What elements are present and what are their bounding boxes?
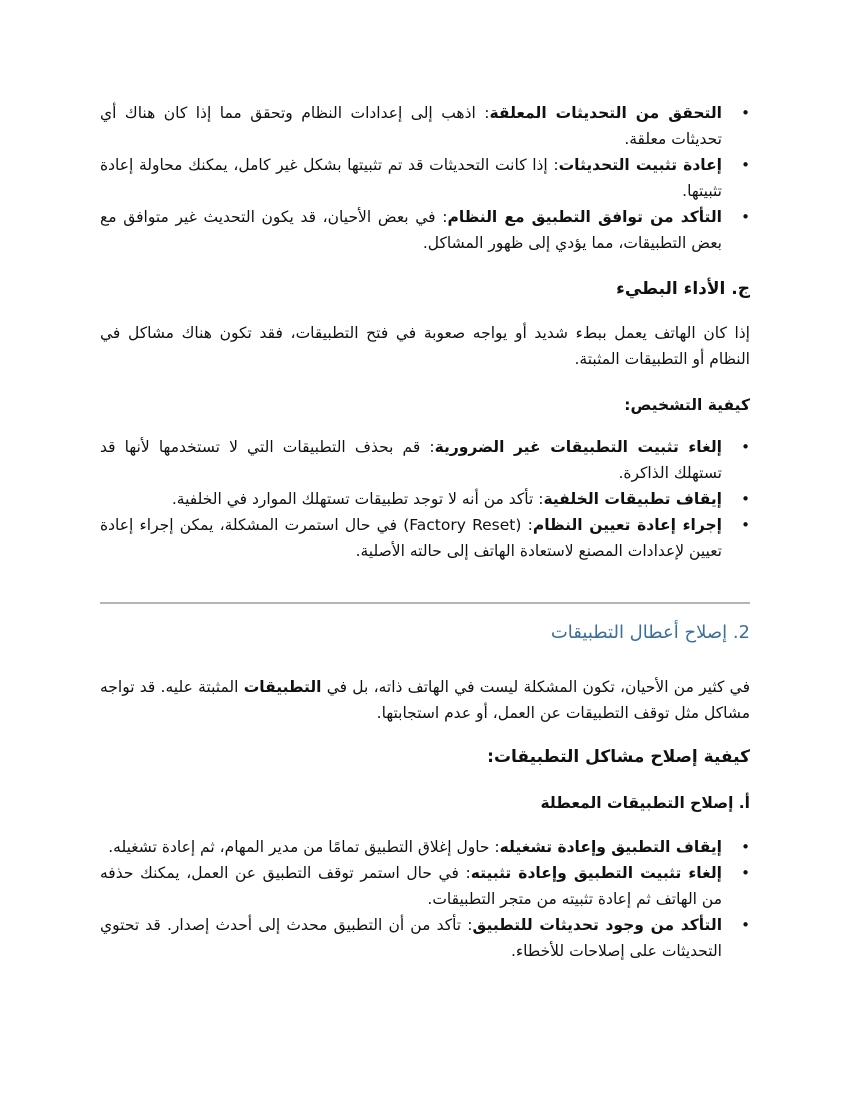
list-item-text: : تأكد من أن التطبيق محدث إلى أحدث إصدار. قد تحتوي التحديثات على إصلاحات للأخطاء. bbox=[100, 916, 722, 960]
list-item-bold: إعادة تثبيت التحديثات bbox=[558, 156, 722, 174]
bullet-icon: • bbox=[741, 490, 750, 508]
list-item bbox=[100, 912, 750, 964]
list-item bbox=[100, 486, 750, 512]
bullet-icon: • bbox=[741, 838, 750, 856]
list-item-bold: إلغاء تثبيت التطبيقات غير الضرورية bbox=[434, 438, 722, 456]
section-heading-app-fixes: 2. إصلاح أعطال التطبيقات bbox=[550, 622, 750, 643]
diagnosis-heading: كيفية التشخيص: bbox=[624, 396, 750, 414]
list-item-text: : (Factory Reset) في حال استمرت المشكلة، يمكن إجراء إعادة تعيين لإعدادات المصنع لاستعادة الهاتف إلى حالته الأصلية. bbox=[100, 516, 722, 560]
list-item-bold: إيقاف تطبيقات الخلفية bbox=[543, 490, 722, 508]
list-item-text: : في حال استمر توقف التطبيق عن العمل، يمكنك حذفه من الهاتف ثم إعادة تثبيته من متجر التطبيقات. bbox=[100, 864, 722, 908]
list-item-bold: إيقاف التطبيق وإعادة تشغيله bbox=[499, 838, 722, 856]
list-item-bold: إجراء إعادة تعيين النظام bbox=[532, 516, 722, 534]
list-item-bold: التأكد من وجود تحديثات للتطبيق bbox=[472, 916, 723, 934]
list-item-text: : في بعض الأحيان، قد يكون التحديث غير متوافق مع بعض التطبيقات، مما يؤدي إلى ظهور المشاكل. bbox=[100, 208, 722, 252]
list-item-bold: التأكد من توافق التطبيق مع النظام bbox=[447, 208, 722, 226]
bullet-list-updates bbox=[100, 100, 750, 256]
paragraph-bold-word: التطبيقات bbox=[243, 678, 322, 696]
paragraph-text-start: في كثير من الأحيان، تكون المشكلة ليست في الهاتف ذاته، بل في bbox=[321, 678, 750, 696]
bullet-icon: • bbox=[741, 104, 750, 122]
list-item-text: : إذا كانت التحديثات قد تم تثبيتها بشكل غير كامل، يمكنك محاولة إعادة تثبيتها. bbox=[100, 156, 722, 200]
bullet-icon: • bbox=[741, 208, 750, 226]
section-divider bbox=[100, 602, 750, 604]
list-item bbox=[100, 512, 750, 564]
section-heading-slow-performance: ج. الأداء البطيء bbox=[616, 279, 750, 299]
list-item-text: : تأكد من أنه لا توجد تطبيقات تستهلك الموارد في الخلفية. bbox=[171, 490, 544, 508]
list-item bbox=[100, 152, 750, 204]
bullet-icon: • bbox=[741, 916, 750, 934]
list-item-text: : قم بحذف التطبيقات التي لا تستخدمها لأنها قد تستهلك الذاكرة. bbox=[100, 438, 722, 482]
bullet-icon: • bbox=[741, 156, 750, 174]
list-item bbox=[100, 204, 750, 256]
section-paragraph-app-fixes bbox=[100, 674, 750, 726]
list-item-bold: التحقق من التحديثات المعلقة bbox=[489, 104, 722, 122]
bullet-icon: • bbox=[741, 516, 750, 534]
list-item bbox=[100, 434, 750, 486]
bullet-icon: • bbox=[741, 864, 750, 882]
list-item bbox=[100, 860, 750, 912]
list-item-text: : حاول إغلاق التطبيق تمامًا من مدير المهام، ثم إعادة تشغيله. bbox=[108, 838, 500, 856]
section-paragraph-slow-performance: إذا كان الهاتف يعمل ببطء شديد أو يواجه صعوبة في فتح التطبيقات، فقد تكون هناك مشاكل في النظام أو التطبيقات المثبتة. bbox=[100, 324, 750, 368]
list-item bbox=[100, 834, 750, 860]
bullet-icon: • bbox=[741, 438, 750, 456]
list-item bbox=[100, 100, 750, 152]
how-to-fix-heading: كيفية إصلاح مشاكل التطبيقات: bbox=[487, 747, 750, 767]
broken-apps-heading: أ. إصلاح التطبيقات المعطلة bbox=[540, 794, 750, 812]
list-item-bold: إلغاء تثبيت التطبيق وإعادة تثبيته bbox=[470, 864, 722, 882]
paragraph-text-end: المثبتة عليه. قد تواجه مشاكل مثل توقف التطبيقات عن العمل، أو عدم استجابتها. bbox=[100, 678, 750, 722]
bullet-list-app-fixes bbox=[100, 834, 750, 964]
list-item-text: : اذهب إلى إعدادات النظام وتحقق مما إذا كان هناك أي تحديثات معلقة. bbox=[100, 104, 722, 148]
bullet-list-diagnosis bbox=[100, 434, 750, 564]
